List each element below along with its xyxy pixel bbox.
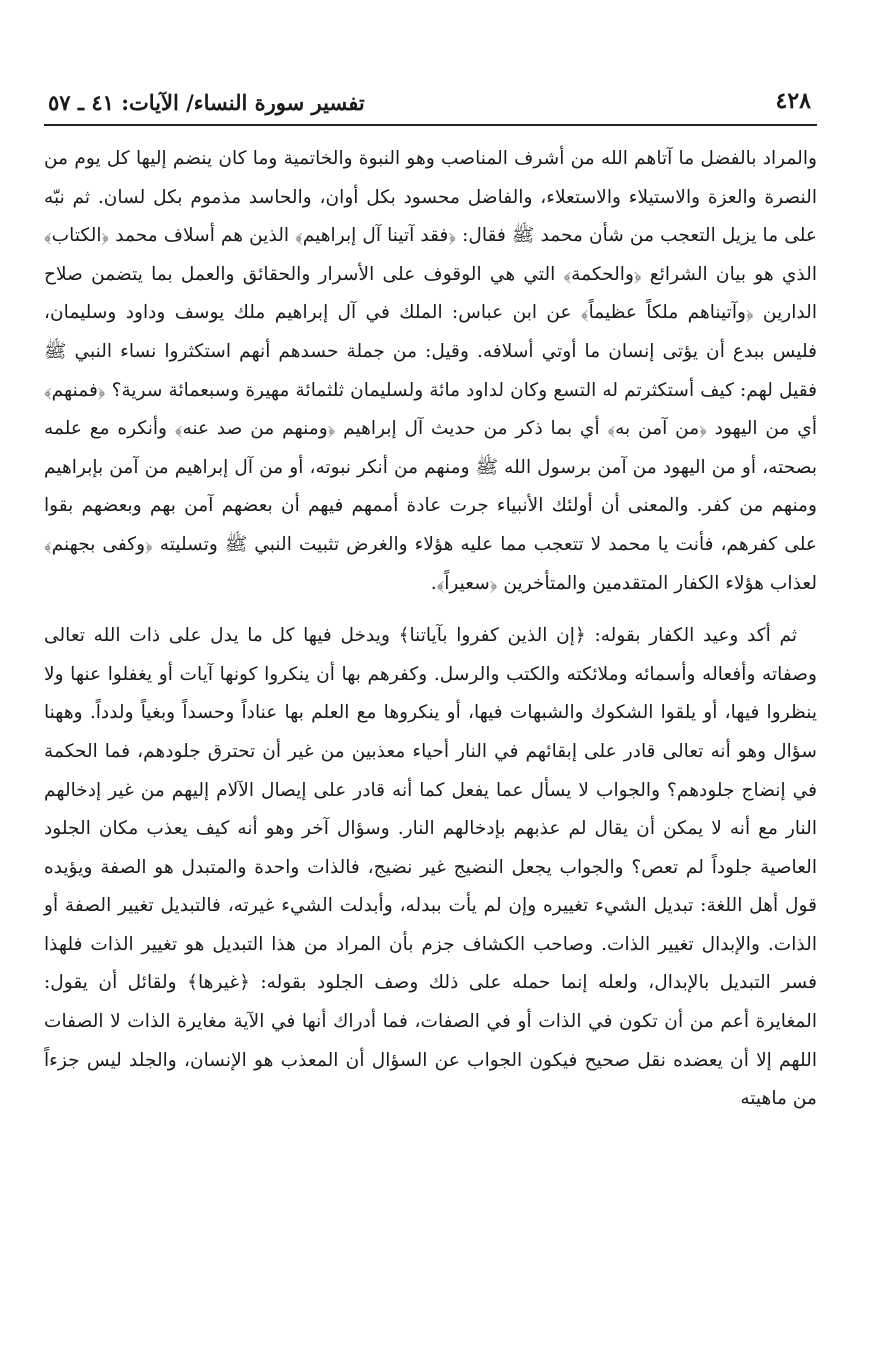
page-header [44,88,817,120]
header-divider [44,124,817,126]
paragraph-1: والمراد بالفضل ما آتاهم الله من أشرف المناصب وهو النبوة والخاتمية وما كان ينضم إليها كل يوم من النصرة والعزة والاستيلاء والاستعلاء، والفاضل محسود بكل أوان، والحاسد مذموم بكل لسان. ثم نبّه على ما يزيل التعجب من شأن محمد ﷺ فقال: ﴿فقد آتينا آل إبراهيم﴾ الذين هم أسلاف محمد ﴿الكتاب﴾ الذي هو بيان الشرائع ﴿والحكمة﴾ التي هي الوقوف على الأسرار والحقائق والعمل بما يتضمن صلاح الدارين ﴿وآتيناهم ملكاً عظيماً﴾ عن ابن عباس: الملك في آل إبراهيم ملك يوسف وداود وسليمان، فليس ببدع أن يؤتى إنسان ما أوتي أسلافه. وقيل: من جملة حسدهم أنهم استكثروا نساء النبي ﷺ فقيل لهم: كيف أستكثرتم له التسع وكان لداود مائة ولسليمان ثلثمائة مهيرة وسبعمائة سرية؟ ﴿فمنهم﴾ أي من اليهود ﴿من آمن به﴾ أي بما ذكر من حديث آل إبراهيم ﴿ومنهم من صد عنه﴾ وأنكره مع علمه بصحته، أو من اليهود من آمن برسول الله ﷺ ومنهم من أنكر نبوته، أو من آل إبراهيم من آمن بإبراهيم ومنهم من كفر. والمعنى أن أولئك الأنبياء جرت عادة أممهم فيهم أن بعضهم آمن بهم وبعضهم بقوا على كفرهم، فأنت يا محمد لا تتعجب مما عليه هؤلاء والغرض تثبيت النبي ﷺ وتسليته ﴿وكفى بجهنم﴾ لعذاب هؤلاء الكفار المتقدمين والمتأخرين ﴿سعيراً﴾. [44,148,817,594]
body-text [44,140,817,1119]
paragraph-2: ثم أكد وعيد الكفار بقوله: ﴿إن الذين كفروا بآياتنا﴾ ويدخل فيها كل ما يدل على ذات الله تعالى وصفاته وأفعاله وأسمائه وملائكته والكتب والرسل. وكفرهم بها أن ينكروا كونها آيات أو يغفلوا عنها ولا ينظروا فيها، أو يلقوا الشكوك والشبهات فيها، أو ينكروها مع العلم بها عناداً وحسداً وبغياً ولدداً. وههنا سؤال وهو أنه تعالى قادر على إبقائهم في النار أحياء معذبين من غير أن تحترق جلودهم، فما الحكمة في إنضاج جلودهم؟ والجواب لا يسأل عما يفعل كما أنه قادر على إيصال الآلام إليهم من غير إدخالهم النار مع أنه لا يمكن أن يقال لم عذبهم بإدخالهم النار. وسؤال آخر وهو أنه كيف يعذب مكان الجلود العاصية جلوداً لم تعص؟ والجواب يجعل النضيج غير نضيج، فالذات واحدة والمتبدل هو الصفة ويؤيده قول أهل اللغة: تبديل الشيء تغييره وإن لم يأت ببدله، وأبدلت الشيء غيرته، فالتبديل تغيير الصفة أو الذات. والإبدال تغيير الذات. وصاحب الكشاف جزم بأن المراد من هذا التبديل هو تغيير الذات فلهذا فسر التبديل بالإبدال، ولعله إنما حمله على ذلك وصف الجلود بقوله: ﴿غيرها﴾ ولقائل أن يقول: المغايرة أعم من أن تكون في الذات أو في الصفات، فما أدراك أنها في الآية مغايرة الذات لا الصفات اللهم إلا أن يعضده نقل صحيح فيكون الجواب عن السؤال أن المعذب هو الإنسان، والجلد ليس جزءاً من ماهيته [44,625,817,1110]
running-title: تفسير سورة النساء/ الآيات: ٤١ ـ ٥٧ [48,90,365,115]
page-number: ٤٢٨ [775,88,811,114]
